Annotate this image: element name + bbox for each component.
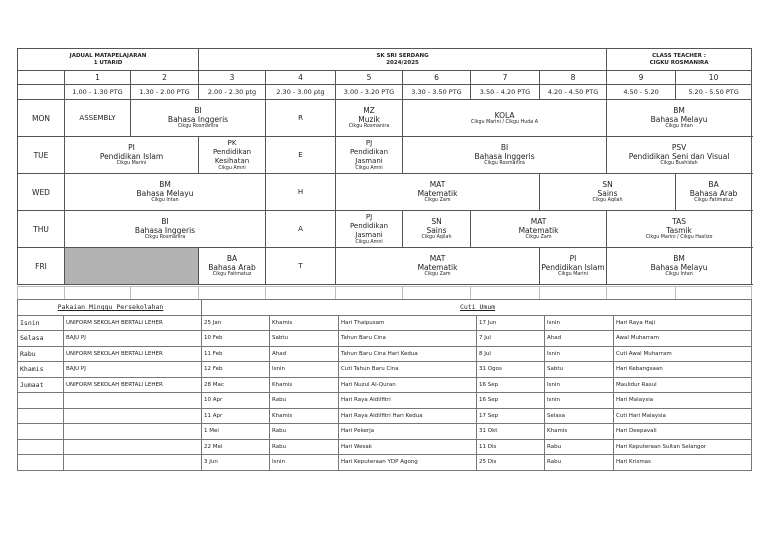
lesson-cell	[540, 248, 607, 285]
class-teacher-name: CIGKU ROSMANIRA	[649, 59, 709, 66]
day-label: FRI	[18, 248, 65, 285]
holiday-name: Hari Kebangsaan	[614, 362, 752, 378]
holiday-day: Isnin	[545, 377, 614, 393]
blocked-cell	[65, 248, 199, 285]
holiday-name: Tahun Baru Cina Hari Kedua	[339, 346, 477, 362]
lesson-code: BM	[159, 180, 171, 189]
cuti-title: Cuti Umum	[202, 300, 752, 316]
empty-cell	[18, 424, 64, 440]
empty-cell	[403, 287, 471, 300]
dress-code: UNIFORM SEKOLAH BERTALI LEHER	[64, 346, 202, 362]
row-thu	[18, 211, 752, 248]
lesson-name: Pendidikan Seni dan Visual	[628, 152, 730, 161]
holiday-date: 11 Feb	[202, 346, 270, 362]
lesson-teacher: Cikgu Aqilah	[592, 198, 623, 203]
holiday-day: Isnin	[545, 315, 614, 331]
spacer-row	[17, 286, 752, 300]
school-cell	[199, 49, 607, 71]
day-label: WED	[18, 174, 65, 211]
header-row	[18, 49, 752, 71]
info-row	[18, 455, 752, 471]
period-number: 1	[65, 71, 131, 85]
period-time: 1.00 - 1.30 PTG	[65, 85, 131, 100]
holiday-name: Hari Deepavali	[614, 424, 752, 440]
lesson-teacher: Cikgu Amni	[355, 239, 383, 245]
empty-cell	[64, 393, 202, 409]
period-number: 4	[266, 71, 336, 85]
lesson-cell	[336, 137, 403, 174]
info-header-row	[18, 300, 752, 316]
lesson-code: BI	[161, 217, 169, 226]
lesson-teacher: Cikgu Intan	[665, 272, 693, 277]
empty-cell	[336, 287, 403, 300]
info-row	[18, 377, 752, 393]
lesson-teacher: Cikgu Bushidah	[660, 161, 698, 166]
day-label: THU	[18, 211, 65, 248]
lesson-teacher: Cikgu Rosmanira	[348, 124, 390, 129]
info-row	[18, 408, 752, 424]
holiday-day: Rabu	[270, 439, 339, 455]
period-time: 3.50 - 4.20 PTG	[471, 85, 540, 100]
holiday-day: Sabtu	[545, 362, 614, 378]
lesson-teacher: Cikgu Zam	[424, 272, 451, 277]
holiday-day: Isnin	[270, 362, 339, 378]
period-time: 5.20 - 5.50 PTG	[676, 85, 752, 100]
info-row	[18, 346, 752, 362]
lesson-cell	[471, 211, 607, 248]
break-letter: H	[266, 174, 336, 211]
holiday-day: Ahad	[545, 331, 614, 347]
row-wed	[18, 174, 752, 211]
lesson-teacher: Cikgu Fatimatuz	[694, 198, 733, 203]
class-teacher-label: CLASS TEACHER :	[652, 52, 707, 59]
period-time: 2.30 - 3.00 ptg	[266, 85, 336, 100]
holiday-day: Rabu	[270, 424, 339, 440]
empty-cell	[18, 455, 64, 471]
holiday-date: 28 Mac	[202, 377, 270, 393]
school-name: SK SRI SERDANG	[376, 52, 429, 59]
holiday-day: Isnin	[270, 455, 339, 471]
corner-cell	[18, 71, 65, 85]
lesson-teacher: Cikgu Zam	[424, 198, 451, 203]
empty-cell	[65, 287, 131, 300]
dress-code: UNIFORM SEKOLAH BERTALI LEHER	[64, 315, 202, 331]
row-tue	[18, 137, 752, 174]
holiday-name: Hari Nuzul Al-Quran	[339, 377, 477, 393]
holiday-date: 22 Mei	[202, 439, 270, 455]
empty-cell	[131, 287, 199, 300]
lesson-cell	[403, 137, 607, 174]
lesson-teacher: Cikgu Rosmanira	[144, 235, 186, 240]
day-label: TUE	[18, 137, 65, 174]
corner-cell	[18, 85, 65, 100]
holiday-day: Isnin	[545, 346, 614, 362]
break-letter: R	[266, 100, 336, 137]
period-time: 4.20 - 4.50 PTG	[540, 85, 607, 100]
period-time: 4.50 - 5.20	[607, 85, 676, 100]
lesson-name: Matematik	[417, 189, 458, 198]
info-row	[18, 362, 752, 378]
info-row	[18, 393, 752, 409]
lesson-name: Matematik	[518, 226, 559, 235]
lesson-teacher: Cikgu Fatimatuz	[212, 272, 252, 277]
period-time: 3.30 - 3.50 PTG	[403, 85, 471, 100]
info-row	[18, 424, 752, 440]
period-time: 1.30 - 2.00 PTG	[131, 85, 199, 100]
period-number: 5	[336, 71, 403, 85]
lesson-name: Bahasa Inggeris	[134, 226, 196, 235]
holiday-date: 31 Okt	[477, 424, 545, 440]
lesson-name: Tasmik	[666, 226, 692, 235]
empty-cell	[18, 287, 65, 300]
lesson-teacher: Cikgu Intan	[665, 124, 693, 129]
break-letter: A	[266, 211, 336, 248]
day-label: MON	[18, 100, 65, 137]
timetable-title: JADUAL MATAPELAJARAN	[69, 52, 147, 59]
holiday-date: 16 Sep	[477, 377, 545, 393]
lesson-cell	[65, 211, 266, 248]
holiday-name: Cuti Tahun Baru Cina	[339, 362, 477, 378]
holiday-day: Sabtu	[270, 331, 339, 347]
empty-cell	[607, 287, 676, 300]
lesson-cell	[65, 174, 266, 211]
holiday-name: Hari Krismas	[614, 455, 752, 471]
empty-cell	[540, 287, 607, 300]
lesson-code: MAT	[530, 217, 547, 226]
lesson-code: SN	[602, 180, 613, 189]
lesson-name: Pendidikan Jasmani	[349, 147, 389, 165]
lesson-name: Bahasa Melayu	[650, 115, 708, 124]
row-mon	[18, 100, 752, 137]
lesson-code: PSV	[671, 143, 687, 152]
period-number: 9	[607, 71, 676, 85]
holiday-name: Awal Muharram	[614, 331, 752, 347]
time-row	[18, 85, 752, 100]
lesson-name: Pendidikan Jasmani	[349, 221, 389, 239]
lesson-code: BA	[226, 254, 238, 263]
pakaian-title: Pakaian Minggu Persekolahan	[18, 300, 202, 316]
school-year: 2024/2025	[386, 59, 419, 66]
lesson-teacher: Cikgu Marini	[558, 272, 588, 277]
empty-cell	[18, 408, 64, 424]
lesson-cell	[403, 211, 471, 248]
lesson-cell	[65, 137, 199, 174]
lesson-cell	[199, 137, 266, 174]
lesson-teacher: Cikgu Zam	[525, 235, 552, 240]
holiday-name: Hari Malaysia	[614, 393, 752, 409]
holiday-date: 1 Mei	[202, 424, 270, 440]
holiday-date: 7 Jul	[477, 331, 545, 347]
lesson-name: Pendidikan Kesihatan	[212, 147, 252, 165]
lesson-code: PJ	[365, 138, 373, 147]
lesson-name: Bahasa Arab	[689, 189, 738, 198]
info-row	[18, 315, 752, 331]
lesson-cell	[607, 137, 752, 174]
holiday-date: 11 Apr	[202, 408, 270, 424]
dress-code: UNIFORM SEKOLAH BERTALI LEHER	[64, 377, 202, 393]
period-number: 10	[676, 71, 752, 85]
timetable	[17, 48, 752, 285]
holiday-day: Isnin	[545, 393, 614, 409]
empty-cell	[199, 287, 266, 300]
lesson-name: Sains	[426, 226, 447, 235]
lesson-code: PK	[227, 138, 237, 147]
lesson-cell	[540, 174, 676, 211]
holiday-date: 16 Sep	[477, 393, 545, 409]
lesson-teacher: Cikgu Amni	[355, 165, 383, 171]
lesson-code: MAT	[429, 180, 446, 189]
lesson-code: TAS	[672, 217, 687, 226]
lesson-name: Bahasa Melayu	[136, 189, 194, 198]
holiday-name: Hari Raya Aidilfitri	[339, 393, 477, 409]
lesson-code: BI	[500, 143, 509, 152]
holiday-date: 31 Ogos	[477, 362, 545, 378]
empty-cell	[266, 287, 336, 300]
holiday-day: Khamis	[270, 408, 339, 424]
holiday-date: 10 Apr	[202, 393, 270, 409]
holiday-name: Hari Pekerja	[339, 424, 477, 440]
lesson-teacher: Cikgu Amni	[218, 165, 246, 171]
holiday-name: Hari Raya Haji	[614, 315, 752, 331]
lesson-teacher: Cikgu Rosmanira	[177, 124, 219, 129]
lesson-name: Pendidikan Islam	[99, 152, 164, 161]
lesson-cell	[403, 100, 607, 137]
class-name: 1 UTARID	[93, 59, 123, 66]
lesson-teacher: Cikgu Aqilah	[421, 235, 452, 240]
holiday-date: 8 Jul	[477, 346, 545, 362]
holiday-name: Hari Keputeraan Sultan Selangor	[614, 439, 752, 455]
period-number: 8	[540, 71, 607, 85]
dress-day: Isnin	[18, 315, 64, 331]
lesson-code: BM	[673, 106, 685, 115]
dress-day: Khamis	[18, 362, 64, 378]
lesson-name: Matematik	[417, 263, 458, 272]
dress-day: Rabu	[18, 346, 64, 362]
teacher-cell	[607, 49, 752, 71]
lesson-code: MZ	[363, 106, 375, 115]
empty-cell	[64, 424, 202, 440]
empty-cell	[18, 393, 64, 409]
empty-cell	[676, 287, 752, 300]
lesson-cell	[336, 211, 403, 248]
lesson-code: PI	[569, 254, 577, 263]
info-row	[18, 331, 752, 347]
lesson-teacher: Cikgu Intan	[151, 198, 179, 203]
dress-day: Jumaat	[18, 377, 64, 393]
period-row	[18, 71, 752, 85]
empty-cell	[64, 408, 202, 424]
lesson-code: MAT	[429, 254, 446, 263]
holiday-day: Ahad	[270, 346, 339, 362]
lesson-cell	[607, 248, 752, 285]
break-letter: E	[266, 137, 336, 174]
holiday-name: Cuti Awal Muharram	[614, 346, 752, 362]
lesson-cell	[607, 100, 752, 137]
lesson-teacher: Cikgu Marini / Cikgu Huda A	[471, 119, 539, 125]
dress-day: Selasa	[18, 331, 64, 347]
holiday-date: 25 Jan	[202, 315, 270, 331]
holiday-day: Khamis	[270, 315, 339, 331]
lesson-code: KOLA	[494, 110, 515, 120]
lesson-name: Pendidikan Islam	[541, 263, 605, 272]
lesson-name: Bahasa Melayu	[650, 263, 708, 272]
period-number: 2	[131, 71, 199, 85]
holiday-name: Hari Raya Aidilfitri Hari Kedua	[339, 408, 477, 424]
lesson-name: Bahasa Inggeris	[474, 152, 535, 161]
holiday-day: Rabu	[545, 455, 614, 471]
row-fri	[18, 248, 752, 285]
lesson-code: BA	[708, 180, 719, 189]
lesson-code: BI	[194, 106, 202, 115]
holiday-name: Maulidur Rasul	[614, 377, 752, 393]
period-number: 7	[471, 71, 540, 85]
empty-cell	[471, 287, 540, 300]
lesson-cell	[336, 248, 540, 285]
lesson-cell	[199, 248, 266, 285]
holiday-day: Rabu	[270, 393, 339, 409]
holiday-date: 25 Dis	[477, 455, 545, 471]
info-table	[17, 299, 752, 471]
holiday-name: Hari Wesak	[339, 439, 477, 455]
holiday-name: Cuti Hari Malaysia	[614, 408, 752, 424]
lesson-teacher: Cikgu Rosmanira	[484, 161, 525, 166]
info-row	[18, 439, 752, 455]
lesson-name: Sains	[597, 189, 618, 198]
period-number: 6	[403, 71, 471, 85]
empty-cell	[64, 455, 202, 471]
lesson-cell	[336, 100, 403, 137]
holiday-date: 10 Feb	[202, 331, 270, 347]
holiday-day: Khamis	[270, 377, 339, 393]
lesson-name: Bahasa Inggeris	[167, 115, 229, 124]
empty-cell	[64, 439, 202, 455]
holiday-day: Selasa	[545, 408, 614, 424]
lesson-code: PI	[128, 143, 135, 152]
holiday-day: Rabu	[545, 439, 614, 455]
holiday-name: Hari Keputeraan YDP Agong	[339, 455, 477, 471]
holiday-day: Khamis	[545, 424, 614, 440]
holiday-date: 17 Jun	[477, 315, 545, 331]
period-time: 3.00 - 3.20 PTG	[336, 85, 403, 100]
holiday-date: 3 Jun	[202, 455, 270, 471]
dress-code: BAJU PJ	[64, 331, 202, 347]
assembly-cell: ASSEMBLY	[65, 100, 131, 137]
dress-code: BAJU PJ	[64, 362, 202, 378]
lesson-name: Muzik	[358, 115, 380, 124]
holiday-name: Tahun Baru Cina	[339, 331, 477, 347]
lesson-cell	[336, 174, 540, 211]
lesson-cell	[607, 211, 752, 248]
break-letter: T	[266, 248, 336, 285]
period-time: 2.00 - 2.30 ptg	[199, 85, 266, 100]
holiday-date: 12 Feb	[202, 362, 270, 378]
holiday-date: 17 Sep	[477, 408, 545, 424]
title-cell	[18, 49, 199, 71]
period-number: 3	[199, 71, 266, 85]
lesson-teacher: Cikgu Marini / Cikgu Haslizo	[645, 235, 713, 240]
lesson-cell	[131, 100, 266, 137]
holiday-name: Hari Thaipusam	[339, 315, 477, 331]
lesson-cell	[676, 174, 752, 211]
lesson-code: BM	[673, 254, 685, 263]
empty-cell	[18, 439, 64, 455]
lesson-code: SN	[431, 217, 442, 226]
lesson-name: Bahasa Arab	[208, 263, 256, 272]
holiday-date: 11 Dis	[477, 439, 545, 455]
lesson-code: PJ	[365, 212, 373, 221]
lesson-teacher: Cikgu Marini	[116, 161, 147, 166]
